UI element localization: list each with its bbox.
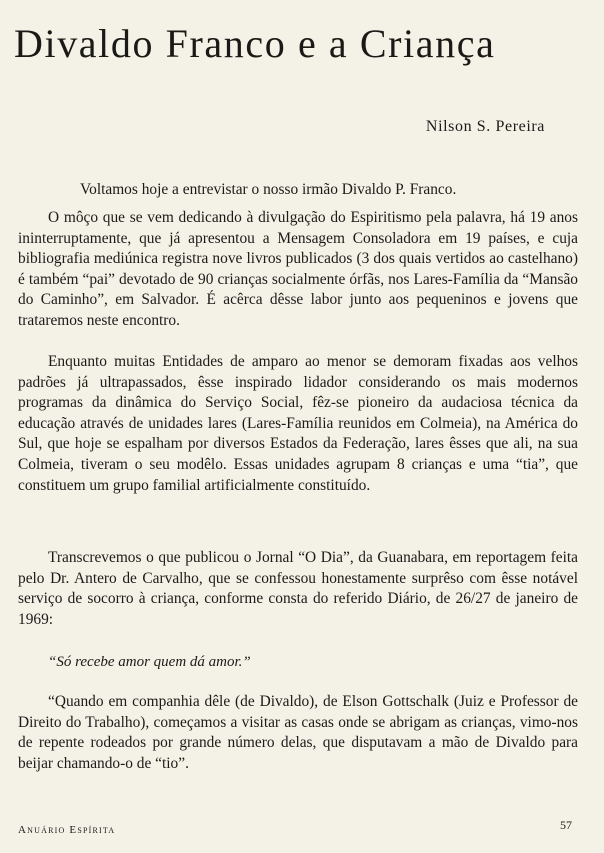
publication-name: Anuário Espírita: [18, 824, 116, 836]
paragraph-transcription: [18, 548, 578, 630]
paragraph-text: O môço que se vem dedicando à divulgação do Espiritismo pela palavra, há 19 anos ininterruptamente, que já apresentou a Mensagem Consoladora em 19 países, e cuja bibliografia mediúnica registra nove livros publicados (3 dos quais vertidos ao castelhano) é também “pai” devotado de 90 crianças socialmente órfãs, nos Lares-Família da “Mansão do Caminho”, em Salvador. É acêrca dêsse labor junto aos pequeninos e jovens que trataremos neste encontro.: [18, 209, 578, 329]
paragraph-text: Transcrevemos o que publicou o Jornal “O Dia”, da Guanabara, em reportagem feita pelo Dr. Antero de Carvalho, que se confessou honestamente surprêso com êsse notável serviço de socorro à criança, conforme consta do referido Diário, de 26/27 de janeiro de 1969:: [18, 549, 578, 628]
article-author: Nilson S. Pereira: [425, 118, 545, 135]
paragraph-text: Voltamos hoje a entrevistar o nosso irmão Divaldo P. Franco.: [80, 181, 457, 198]
paragraph-text: “Quando em companhia dêle (de Divaldo), de Elson Gottschalk (Juiz e Professor de Direito do Trabalho), começamos a visitar as casas onde se abrigam as crianças, vimo-nos de repente rodeados por grande número delas, que disputavam a mão de Divaldo para beijar chamando-o de “tio”.: [18, 693, 578, 772]
paragraph-quote: [18, 692, 578, 774]
paragraph-lares-familia: [18, 352, 578, 496]
paragraph-text: Enquanto muitas Entidades de amparo ao menor se demoram fixadas aos velhos padrões já ultrapassados, êsse inspirado lidador considerando os mais modernos programas da dinâmica do Serviço Social, fêz-se pioneiro da audaciosa técnica da educação através de unidades lares (Lares-Família reunidos em Colmeia), na América do Sul, que hoje se espalham por diversos Estados da Federação, lares êsses que ali, na sua Colmeia, tiveram o seu modêlo. Essas unidades agrupam 8 crianças e uma “tia”, que constituem um grupo familial artificialmente constituído.: [18, 353, 578, 494]
paragraph-biography: [18, 208, 578, 332]
article-title: Divaldo Franco e a Criança: [14, 21, 496, 66]
page-number: 57: [560, 818, 572, 832]
quote-heading: “Só recebe amor quem dá amor.”: [48, 654, 251, 670]
paragraph-intro: [18, 180, 578, 201]
